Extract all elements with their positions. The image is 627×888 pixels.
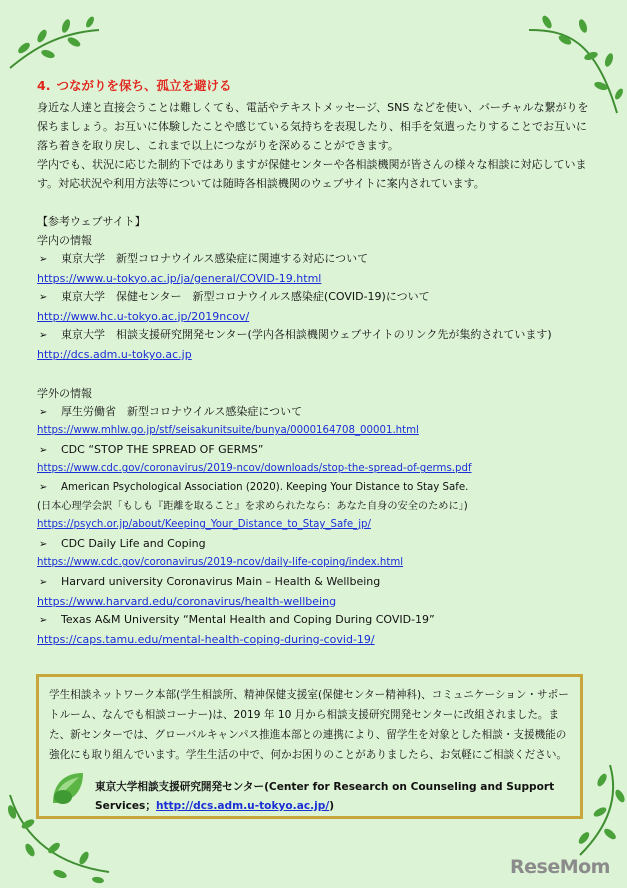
references-heading: 【参考ウェブサイト】	[37, 215, 146, 228]
reference-link[interactable]: https://www.cdc.gov/coronavirus/2019-ncov/downloads/stop-the-spread-of-germs.pdf	[37, 463, 472, 475]
reference-link[interactable]: https://www.mhlw.go.jp/stf/seisakunitsuite/bunya/0000164708_00001.html	[37, 425, 419, 437]
external-reference	[37, 535, 597, 573]
bullet-icon: ➢	[39, 576, 48, 588]
section-number: 4.	[37, 78, 51, 93]
reference-link[interactable]: https://www.harvard.edu/coronavirus/health-wellbeing	[37, 594, 337, 608]
bullet-icon: ➢	[39, 444, 48, 456]
center-leaf-logo-icon	[49, 769, 89, 807]
reference-subtitle: (日本心理学会訳「もしも『距離を取ること』を求められたなら：あなた自身の安全のために」)	[37, 500, 468, 512]
external-reference	[37, 441, 597, 479]
center-info	[95, 778, 575, 816]
internal-reference	[37, 288, 597, 326]
reference-link[interactable]: https://www.cdc.gov/coronavirus/2019-ncov/daily-life-coping/index.html	[37, 557, 404, 569]
reference-link[interactable]: http://www.hc.u-tokyo.ac.jp/2019ncov/	[37, 309, 250, 323]
section-heading	[37, 78, 597, 94]
bullet-icon: ➢	[39, 330, 48, 342]
info-box-text: 学生相談ネットワーク本部(学生相談所、精神保健支援室(保健センター精神科)、コミュニケーション・サポートルーム、なんでも相談コーナー)は、2019 年 10 月から相談支援研究開発センターに改組されました。また、新センターでは、グローバルキャンパス推進本部との連携により、留学生を対象とした相談・支援機能の強化にも取り組んでいます。学生生活の中で、何かお困りのことがありましたら、お気軽にご相談ください。	[49, 689, 569, 761]
paragraph-campus-support: 学内でも、状況に応じた制約下ではありますが保健センターや各相談機関が皆さんの様々な相談に対応しています。対応状況や利用方法等については随時各相談機関のウェブサイトに案内されています。	[37, 158, 587, 190]
reference-title: Harvard university Coronavirus Main – Health & Wellbeing	[61, 574, 381, 588]
reference-title: 厚生労働省 新型コロナウイルス感染症について	[61, 404, 303, 418]
reference-title: American Psychological Association (2020). Keeping Your Distance to Stay Safe.	[61, 481, 469, 493]
external-reference	[37, 403, 597, 441]
internal-info-heading: 学内の情報	[37, 234, 92, 247]
reference-link[interactable]: https://psych.or.jp/about/Keeping_Your_Distance_to_Stay_Safe_jp/	[37, 519, 371, 531]
vine-top-left	[4, 8, 104, 78]
paragraph-connections: 身近な人達と直接会うことは難しくても、電話やテキストメッセージ、SNS などを使い、バーチャルな繋がりを保ちましょう。お互いに体験したことや感じている気持ちを表現したり、相手を気遣ったりすることでお互いに落ち着きを取り戻し、これまで以上につながりを深めることができます。	[37, 101, 589, 152]
info-box	[36, 674, 583, 819]
main-content	[37, 78, 597, 649]
internal-reference	[37, 250, 597, 288]
reference-title: 東京大学 保健センター 新型コロナウイルス感染症(COVID-19)について	[61, 290, 430, 304]
reference-link[interactable]: https://www.u-tokyo.ac.jp/ja/general/COVID-19.html	[37, 271, 322, 285]
external-info-heading: 学外の情報	[37, 386, 92, 400]
resemom-watermark-logo: ReseMom	[510, 856, 610, 878]
external-reference	[37, 611, 597, 649]
external-reference	[37, 479, 597, 535]
bullet-icon: ➢	[39, 481, 48, 493]
section-title: つながりを保ち、孤立を避ける	[56, 78, 232, 93]
reference-title: CDC “STOP THE SPREAD OF GERMS”	[61, 442, 264, 456]
center-close-paren: )	[329, 800, 335, 812]
reference-title: 東京大学 相談支援研究開発センター(学内各相談機関ウェブサイトのリンク先が集約されています)	[61, 328, 552, 342]
reference-link[interactable]: https://caps.tamu.edu/mental-health-coping-during-covid-19/	[37, 632, 375, 646]
center-link[interactable]: http://dcs.adm.u-tokyo.ac.jp/	[155, 800, 330, 812]
reference-title: CDC Daily Life and Coping	[61, 536, 206, 550]
bullet-icon: ➢	[39, 292, 48, 304]
reference-link[interactable]: http://dcs.adm.u-tokyo.ac.jp	[37, 347, 192, 361]
bullet-icon: ➢	[39, 254, 48, 265]
bullet-icon: ➢	[39, 406, 48, 418]
reference-title: 東京大学 新型コロナウイルス感染症に関連する対応について	[61, 252, 369, 265]
external-reference	[37, 573, 597, 611]
center-name-en: (Center for Research on Counseling and Support Services；	[95, 781, 555, 812]
reference-title: Texas A&M University “Mental Health and Coping During COVID-19”	[61, 613, 435, 627]
bullet-icon: ➢	[39, 615, 48, 627]
center-name: 東京大学相談支援研究開発センター	[95, 781, 265, 793]
bullet-icon: ➢	[39, 538, 48, 550]
internal-reference	[37, 326, 597, 364]
